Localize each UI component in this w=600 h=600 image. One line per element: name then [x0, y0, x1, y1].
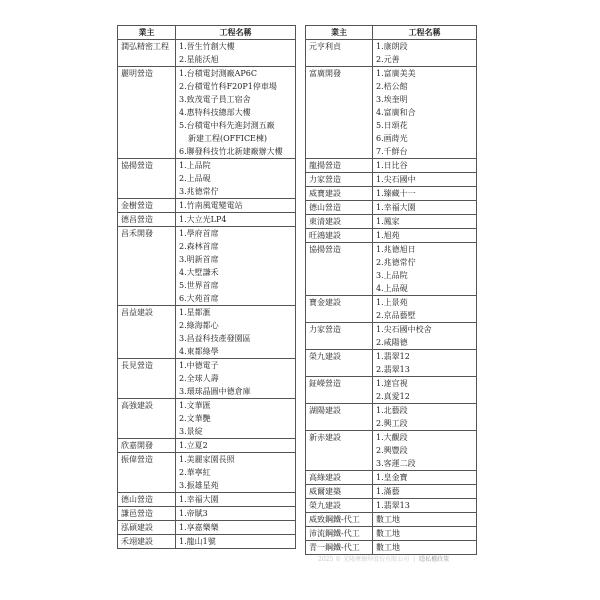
project-name: 1.美麗家園長照	[179, 455, 235, 464]
projects-cell	[176, 535, 296, 549]
projects-cell	[373, 350, 477, 377]
right-project-table	[305, 25, 477, 555]
project-name: 2.真愛12	[376, 392, 410, 401]
project-name: 4.惠特科技總部大樓	[179, 108, 251, 117]
owner-cell: 旺鴻建設	[306, 229, 373, 243]
table-row	[306, 350, 477, 377]
projects-cell	[176, 40, 296, 67]
owner-cell: 湖陽建設	[306, 404, 373, 431]
projects-cell	[176, 227, 296, 306]
footer-separator: |	[413, 556, 416, 563]
owner-cell: 富廣開發	[306, 67, 373, 159]
projects-cell	[373, 201, 477, 215]
project-name: 1.大觀段	[376, 433, 408, 442]
table-row	[306, 243, 477, 296]
project-name: 數工地	[376, 515, 400, 524]
project-name: 1.幸福大園	[179, 495, 219, 504]
projects-cell	[176, 359, 296, 399]
owner-cell: 振偉營造	[118, 453, 176, 493]
projects-cell	[373, 296, 477, 323]
table-row	[306, 431, 477, 471]
project-name: 2.全球人壽	[179, 374, 219, 383]
owner-cell: 鉦嶸營造	[306, 377, 373, 404]
project-name: 3.昌益科技產發園區	[179, 334, 251, 343]
table-row	[118, 521, 296, 535]
project-name: 6.画蒔光	[376, 134, 408, 143]
projects-cell	[373, 431, 477, 471]
projects-cell	[176, 507, 296, 521]
project-name: 2.桔公館	[376, 82, 408, 91]
owner-cell: 力家營造	[306, 173, 373, 187]
project-name: 1.皇金寶	[376, 473, 408, 482]
owner-cell: 協揚營造	[306, 243, 373, 296]
owner-cell: 協揚營造	[118, 159, 176, 199]
project-name: 3.明新首席	[179, 255, 219, 264]
project-name: 新建工程(OFFICE棟)	[188, 134, 268, 143]
projects-cell	[176, 67, 296, 159]
project-header: 工程名稱	[176, 26, 296, 40]
project-name: 1.立夏2	[179, 441, 208, 450]
table-row	[306, 499, 477, 513]
project-name: 1.竹南風電變電站	[179, 201, 243, 210]
owner-header: 業主	[118, 26, 176, 40]
projects-cell	[373, 159, 477, 173]
projects-cell	[373, 499, 477, 513]
project-name: 1.尖石國中校舍	[376, 325, 432, 334]
owner-cell: 謙邑營造	[118, 507, 176, 521]
projects-cell	[373, 527, 477, 541]
project-name: 2.綠海都心	[179, 321, 219, 330]
owner-cell: 元亨利貞	[306, 40, 373, 67]
owner-cell: 威寶建設	[306, 187, 373, 201]
project-name: 3.兆德常佇	[179, 187, 219, 196]
table-header-row	[306, 26, 477, 40]
table-row	[306, 541, 477, 555]
table-row	[306, 471, 477, 485]
project-name: 1.星都滙	[179, 308, 211, 317]
project-name: 3.上品院	[376, 271, 408, 280]
table-row	[306, 229, 477, 243]
owner-cell: 沛流鋼鐵-代工	[306, 527, 373, 541]
table-row	[118, 399, 296, 439]
owner-cell: 長見營造	[118, 359, 176, 399]
projects-cell	[373, 404, 477, 431]
project-name: 1.龍山1號	[179, 537, 216, 546]
project-name: 1.大立光LP4	[179, 215, 227, 224]
table-row	[306, 377, 477, 404]
project-name: 1.北藝段	[376, 406, 408, 415]
table-row	[306, 485, 477, 499]
table-row	[306, 404, 477, 431]
left-project-table	[117, 25, 296, 549]
project-name: 2.華寧紅	[179, 468, 211, 477]
table-row	[118, 535, 296, 549]
owner-header: 業主	[306, 26, 373, 40]
table-row	[118, 439, 296, 453]
owner-cell: 榮九建設	[306, 350, 373, 377]
projects-cell	[176, 199, 296, 213]
project-name: 4.東都綠學	[179, 347, 219, 356]
project-name: 1.學府首席	[179, 229, 219, 238]
owner-cell: 威致鋼鐵-代工	[306, 513, 373, 527]
project-name: 1.翡翠13	[376, 501, 410, 510]
project-name: 5.日頌花	[376, 121, 408, 130]
project-name: 5.世界首席	[179, 281, 219, 290]
project-name: 1.幸福大園	[376, 203, 416, 212]
project-name: 2.京品藝墅	[376, 311, 416, 320]
table-header-row	[118, 26, 296, 40]
owner-cell: 德山營造	[118, 493, 176, 507]
project-name: 3.振雄星苑	[179, 481, 219, 490]
owner-cell: 新赤建設	[306, 431, 373, 471]
projects-cell	[176, 493, 296, 507]
table-row	[306, 173, 477, 187]
project-name: 2.台積電竹科F20P1停車場	[179, 82, 277, 91]
projects-cell	[373, 67, 477, 159]
project-name: 1.上品院	[179, 161, 211, 170]
project-name: 6.聯發科技竹北新建廠辦大樓	[179, 147, 283, 156]
projects-cell	[373, 513, 477, 527]
projects-cell	[176, 521, 296, 535]
table-row	[306, 527, 477, 541]
table-row	[118, 159, 296, 199]
table-row	[118, 359, 296, 399]
owner-cell: 潤弘精密工程	[118, 40, 176, 67]
table-row	[118, 227, 296, 306]
owner-cell: 欣嘉開發	[118, 439, 176, 453]
projects-cell	[373, 541, 477, 555]
table-row	[306, 323, 477, 350]
project-name: 2.兆德常佇	[376, 258, 416, 267]
owner-cell: 力家營造	[306, 323, 373, 350]
project-name: 3.客運二段	[376, 459, 416, 468]
owner-cell: 青一鋼鐵-代工	[306, 541, 373, 555]
owner-cell: 寶金建設	[306, 296, 373, 323]
project-header: 工程名稱	[373, 26, 477, 40]
table-row	[118, 67, 296, 159]
projects-cell	[176, 306, 296, 359]
projects-cell	[373, 40, 477, 67]
copyright-text: 2025 © 光隆摩擦焊股份有限公司	[318, 556, 410, 563]
owner-cell: 德山營造	[306, 201, 373, 215]
table-row	[118, 493, 296, 507]
projects-cell	[373, 173, 477, 187]
table-row	[306, 201, 477, 215]
projects-cell	[373, 229, 477, 243]
project-name: 1.兆德旭日	[376, 245, 416, 254]
owner-cell: 德昌營造	[118, 213, 176, 227]
project-name: 5.台積電中科先進封測五廠	[179, 121, 275, 130]
owner-cell: 東清建設	[306, 215, 373, 229]
project-name: 2.元善	[376, 55, 400, 64]
table-row	[306, 159, 477, 173]
owner-cell: 高強建設	[118, 399, 176, 439]
project-name: 2.翡翠13	[376, 365, 410, 374]
projects-cell	[176, 159, 296, 199]
project-name: 4.富廣和合	[376, 108, 416, 117]
project-name: 1.上景苑	[376, 298, 408, 307]
projects-cell	[373, 215, 477, 229]
project-name: 1.翡翠12	[376, 352, 410, 361]
right-table-body	[306, 40, 477, 555]
footer	[318, 554, 449, 563]
project-name: 1.日比谷	[376, 161, 408, 170]
projects-cell	[373, 471, 477, 485]
project-name: 1.滿藝	[376, 487, 400, 496]
projects-cell	[373, 323, 477, 350]
owner-cell: 昌益建設	[118, 306, 176, 359]
owner-cell: 威爾建築	[306, 485, 373, 499]
project-name: 2.上品硯	[179, 174, 211, 183]
project-name: 3.埃奎明	[376, 95, 408, 104]
project-name: 1.鳳家	[376, 217, 400, 226]
table-row	[306, 513, 477, 527]
owner-cell: 榮九建設	[306, 499, 373, 513]
table-row	[118, 213, 296, 227]
owner-cell: 麗明營造	[118, 67, 176, 159]
table-row	[306, 187, 477, 201]
project-name: 2.興豐段	[376, 446, 408, 455]
project-name: 3.環球晶圓中德倉庫	[179, 387, 251, 396]
project-name: 2.森林首席	[179, 242, 219, 251]
project-name: 7.千鮮台	[376, 147, 408, 156]
project-name: 1.旭苑	[376, 231, 400, 240]
project-name: 3.景綻	[179, 427, 203, 436]
left-table-body	[118, 40, 296, 549]
project-name: 6.大苑首席	[179, 294, 219, 303]
project-name: 1.康朗段	[376, 42, 408, 51]
project-name: 1.富廣美美	[376, 69, 416, 78]
table-row	[118, 507, 296, 521]
project-name: 4.大墅謙禾	[179, 268, 219, 277]
owner-cell: 龍揚營造	[306, 159, 373, 173]
projects-cell	[176, 453, 296, 493]
table-row	[118, 40, 296, 67]
projects-cell	[176, 439, 296, 453]
table-row	[118, 199, 296, 213]
table-row	[306, 215, 477, 229]
owner-cell: 昌禾開發	[118, 227, 176, 306]
project-name: 4.上品硯	[376, 284, 408, 293]
project-name: 1.文華匯	[179, 401, 211, 410]
project-name: 2.文華艷	[179, 414, 211, 423]
project-name: 2.星能沃旭	[179, 55, 219, 64]
owner-cell: 高綠建設	[306, 471, 373, 485]
project-name: 1.臻藏十一	[376, 189, 416, 198]
table-row	[306, 67, 477, 159]
table-row	[306, 296, 477, 323]
owner-cell: 金樹營造	[118, 199, 176, 213]
projects-cell	[176, 213, 296, 227]
project-name: 1.尖石國中	[376, 175, 416, 184]
project-name: 1.台積電封測廠AP6C	[179, 69, 258, 78]
privacy-policy-link[interactable]: 隱私權政策	[419, 556, 450, 563]
table-row	[118, 453, 296, 493]
project-name: 1.帝賦3	[179, 509, 208, 518]
project-name: 2.興工段	[376, 419, 408, 428]
projects-cell	[373, 187, 477, 201]
project-name: 1.中德電子	[179, 361, 219, 370]
project-name: 1.晉生竹創大樓	[179, 42, 235, 51]
owner-cell: 禾翊建設	[118, 535, 176, 549]
project-name: 數工地	[376, 529, 400, 538]
projects-cell	[176, 399, 296, 439]
projects-cell	[373, 243, 477, 296]
owner-cell: 泓碩建設	[118, 521, 176, 535]
projects-cell	[373, 377, 477, 404]
project-name: 3.致茂電子員工宿舍	[179, 95, 251, 104]
project-name: 數工地	[376, 543, 400, 552]
project-name: 1.享嘉樂樂	[179, 523, 219, 532]
table-row	[306, 40, 477, 67]
project-name: 2.咸陽德	[376, 338, 408, 347]
projects-cell	[373, 485, 477, 499]
table-row	[118, 306, 296, 359]
project-name: 1.達官視	[376, 379, 408, 388]
